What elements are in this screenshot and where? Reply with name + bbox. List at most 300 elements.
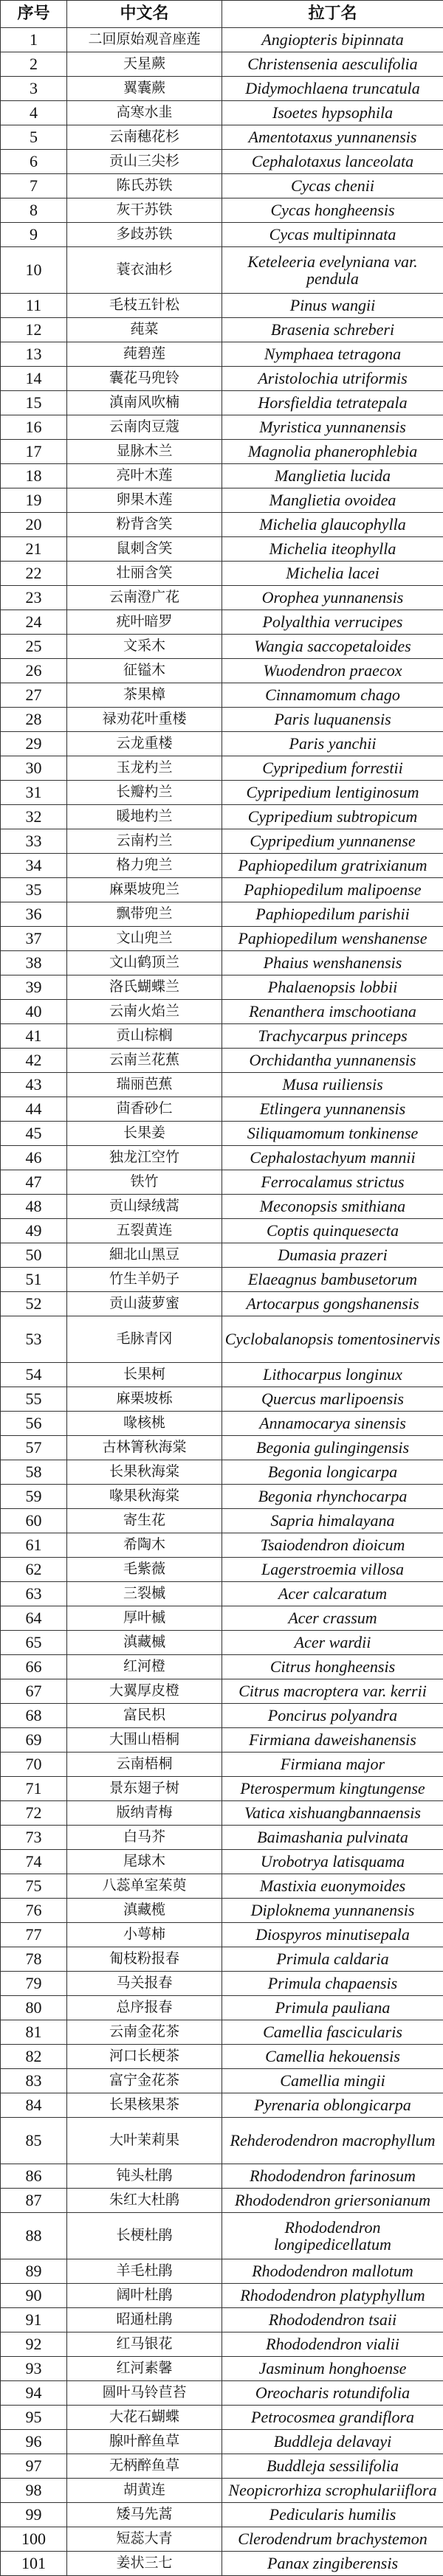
table-row: [1, 1097, 443, 1122]
latin-name: Pyrenaria oblongicarpa: [222, 2093, 443, 2118]
latin-name: Rhododendron tsaii: [222, 2308, 443, 2332]
table-row: [1, 683, 443, 708]
row-number: 22: [1, 562, 67, 586]
latin-name: Poncirus polyandra: [222, 1704, 443, 1728]
latin-name: Phalaenopsis lobbii: [222, 976, 443, 1000]
table-row: [1, 1704, 443, 1728]
table-row: [1, 318, 443, 342]
row-number: 47: [1, 1170, 67, 1195]
chinese-name: 壮丽含笑: [67, 562, 222, 586]
table-row: [1, 1024, 443, 1049]
chinese-name: 麻栗坡兜兰: [67, 878, 222, 902]
chinese-name: 富民枳: [67, 1704, 222, 1728]
table-body: [1, 28, 443, 2576]
table-row: [1, 635, 443, 659]
table-row: [1, 562, 443, 586]
chinese-name: 长果姜: [67, 1122, 222, 1146]
row-number: 43: [1, 1073, 67, 1097]
table-row: [1, 2552, 443, 2576]
table-row: [1, 756, 443, 781]
table-row: [1, 513, 443, 537]
chinese-name: 长果秋海棠: [67, 1460, 222, 1485]
latin-name: Nymphaea tetragona: [222, 342, 443, 367]
latin-name: Rhododendron vialii: [222, 2332, 443, 2357]
table-row: [1, 2020, 443, 2045]
chinese-name: 贡山棕榈: [67, 1024, 222, 1049]
row-number: 77: [1, 1923, 67, 1947]
latin-name: Ferrocalamus strictus: [222, 1170, 443, 1195]
latin-name: Petrocosmea grandiflora: [222, 2406, 443, 2430]
table-row: [1, 1170, 443, 1195]
table-row: [1, 1801, 443, 1826]
latin-name: Cypripedium yunnanense: [222, 829, 443, 854]
row-number: 57: [1, 1436, 67, 1460]
chinese-name: 显脉木兰: [67, 440, 222, 464]
latin-name: Artocarpus gongshanensis: [222, 1292, 443, 1316]
row-number: 64: [1, 1606, 67, 1631]
latin-name: Camellia hekouensis: [222, 2045, 443, 2069]
chinese-name: 毛枝五针松: [67, 294, 222, 318]
row-number: 52: [1, 1292, 67, 1316]
row-number: 37: [1, 927, 67, 951]
latin-name: Orchidantha yunnanensis: [222, 1049, 443, 1073]
header-no: 序号: [1, 1, 67, 28]
latin-name: Paphiopedilum malipoense: [222, 878, 443, 902]
chinese-name: 景东翅子树: [67, 1777, 222, 1801]
table-row: [1, 2189, 443, 2213]
chinese-name: 高寒水韭: [67, 101, 222, 125]
table-row: [1, 1874, 443, 1899]
chinese-name: 竹生羊奶子: [67, 1268, 222, 1292]
row-number: 5: [1, 125, 67, 150]
latin-name: Begonia rhynchocarpa: [222, 1485, 443, 1509]
latin-name: Diospyros minutisepala: [222, 1923, 443, 1947]
chinese-name: 红河橙: [67, 1655, 222, 1679]
latin-name: Firmiana daweishanensis: [222, 1728, 443, 1753]
chinese-name: 河口长梗茶: [67, 2045, 222, 2069]
latin-name: Cephalostachyum mannii: [222, 1146, 443, 1170]
chinese-name: 长果柯: [67, 1363, 222, 1387]
chinese-name: 独龙江空竹: [67, 1146, 222, 1170]
table-row: [1, 1049, 443, 1073]
row-number: 94: [1, 2381, 67, 2406]
row-number: 85: [1, 2118, 67, 2164]
table-row: [1, 2118, 443, 2164]
table-row: [1, 2213, 443, 2259]
table-row: [1, 878, 443, 902]
table-row: [1, 1363, 443, 1387]
chinese-name: 翼囊蕨: [67, 77, 222, 101]
row-number: 69: [1, 1728, 67, 1753]
row-number: 89: [1, 2259, 67, 2284]
table-row: [1, 1195, 443, 1219]
latin-name: Angiopteris bipinnata: [222, 28, 443, 52]
latin-name: Panax zingiberensis: [222, 2552, 443, 2576]
latin-name: Cinnamomum chago: [222, 683, 443, 708]
row-number: 91: [1, 2308, 67, 2332]
row-number: 46: [1, 1146, 67, 1170]
latin-name: Cypripedium forrestii: [222, 756, 443, 781]
latin-name: Primula pauliana: [222, 1996, 443, 2020]
latin-name: Acer wardii: [222, 1631, 443, 1655]
row-number: 8: [1, 198, 67, 223]
latin-name: Paris yanchii: [222, 732, 443, 756]
chinese-name: 厚叶槭: [67, 1606, 222, 1631]
latin-name: Buddleja delavayi: [222, 2430, 443, 2454]
table-row: [1, 2357, 443, 2381]
table-row: [1, 805, 443, 829]
chinese-name: 总序报春: [67, 1996, 222, 2020]
chinese-name: 征镒木: [67, 659, 222, 683]
latin-name: Polyalthia verrucipes: [222, 610, 443, 635]
latin-name: Acer calcaratum: [222, 1582, 443, 1606]
latin-name: Diploknema yunnanensis: [222, 1899, 443, 1923]
row-number: 51: [1, 1268, 67, 1292]
table-row: [1, 125, 443, 150]
latin-name: Buddleja sessilifolia: [222, 2454, 443, 2479]
chinese-name: 无柄醉鱼草: [67, 2454, 222, 2479]
row-number: 18: [1, 464, 67, 488]
table-row: [1, 829, 443, 854]
row-number: 88: [1, 2213, 67, 2259]
table-row: [1, 1582, 443, 1606]
row-number: 7: [1, 174, 67, 198]
row-number: 71: [1, 1777, 67, 1801]
chinese-name: 姜状三七: [67, 2552, 222, 2576]
latin-name: Tsaiodendron dioicum: [222, 1533, 443, 1558]
row-number: 23: [1, 586, 67, 610]
chinese-name: 马关报春: [67, 1972, 222, 1996]
row-number: 49: [1, 1219, 67, 1243]
chinese-name: 希陶木: [67, 1533, 222, 1558]
table-row: [1, 1923, 443, 1947]
latin-name: Manglietia ovoidea: [222, 488, 443, 513]
table-row: [1, 659, 443, 683]
chinese-name: 鼠刺含笑: [67, 537, 222, 562]
row-number: 60: [1, 1509, 67, 1533]
chinese-name: 腺叶醉鱼草: [67, 2430, 222, 2454]
chinese-name: 小萼柿: [67, 1923, 222, 1947]
table-row: [1, 174, 443, 198]
latin-name: Neopicrorhiza scrophulariiflora: [222, 2479, 443, 2503]
row-number: 68: [1, 1704, 67, 1728]
chinese-name: 飘带兜兰: [67, 902, 222, 927]
row-number: 87: [1, 2189, 67, 2213]
table-row: [1, 1606, 443, 1631]
table-row: [1, 1387, 443, 1412]
row-number: 42: [1, 1049, 67, 1073]
latin-name: Amentotaxus yunnanensis: [222, 125, 443, 150]
header-chinese-name: 中文名: [67, 1, 222, 28]
chinese-name: 三裂槭: [67, 1582, 222, 1606]
chinese-name: 麻栗坡栎: [67, 1387, 222, 1412]
row-number: 73: [1, 1826, 67, 1850]
table-row: [1, 1728, 443, 1753]
latin-name: Renanthera imschootiana: [222, 1000, 443, 1024]
chinese-name: 二回原始观音座莲: [67, 28, 222, 52]
table-row: [1, 391, 443, 415]
latin-name: Rhododendron griersonianum: [222, 2189, 443, 2213]
row-number: 17: [1, 440, 67, 464]
chinese-name: 禄劝花叶重楼: [67, 708, 222, 732]
chinese-name: 莼碧莲: [67, 342, 222, 367]
chinese-name: 富宁金花茶: [67, 2069, 222, 2093]
row-number: 53: [1, 1316, 67, 1363]
latin-name: Citrus hongheensis: [222, 1655, 443, 1679]
latin-name: Pedicularis humilis: [222, 2503, 443, 2527]
table-row: [1, 2259, 443, 2284]
table-row: [1, 976, 443, 1000]
row-number: 1: [1, 28, 67, 52]
table-row: [1, 1777, 443, 1801]
latin-name: Begonia longicarpa: [222, 1460, 443, 1485]
latin-name: Paris luquanensis: [222, 708, 443, 732]
header-row: [1, 1, 443, 28]
table-row: [1, 247, 443, 294]
chinese-name: 囊花马兜铃: [67, 367, 222, 391]
row-number: 34: [1, 854, 67, 878]
latin-name: Wuodendron praecox: [222, 659, 443, 683]
table-row: [1, 1316, 443, 1363]
table-row: [1, 1996, 443, 2020]
chinese-name: 云南穗花杉: [67, 125, 222, 150]
chinese-name: 玉龙杓兰: [67, 756, 222, 781]
row-number: 10: [1, 247, 67, 294]
latin-name: Christensenia aesculifolia: [222, 52, 443, 77]
latin-name: Trachycarpus princeps: [222, 1024, 443, 1049]
latin-name: Keteleeria evelyniana var. pendula: [222, 247, 443, 294]
table-row: [1, 2381, 443, 2406]
chinese-name: 红河素馨: [67, 2357, 222, 2381]
row-number: 65: [1, 1631, 67, 1655]
chinese-name: 大围山梧桐: [67, 1728, 222, 1753]
row-number: 9: [1, 223, 67, 247]
latin-name: Citrus macroptera var. kerrii: [222, 1679, 443, 1704]
latin-name: Oreocharis rotundifolia: [222, 2381, 443, 2406]
table-row: [1, 28, 443, 52]
chinese-name: 朱红大杜鹃: [67, 2189, 222, 2213]
table-row: [1, 440, 443, 464]
table-row: [1, 2164, 443, 2189]
latin-name: Cypripedium lentiginosum: [222, 781, 443, 805]
latin-name: Michelia lacei: [222, 562, 443, 586]
latin-name: Michelia glaucophylla: [222, 513, 443, 537]
table-row: [1, 1850, 443, 1874]
latin-name: Acer crassum: [222, 1606, 443, 1631]
table-row: [1, 2406, 443, 2430]
row-number: 35: [1, 878, 67, 902]
table-row: [1, 708, 443, 732]
chinese-name: 格力兜兰: [67, 854, 222, 878]
table-row: [1, 537, 443, 562]
chinese-name: 云南梧桐: [67, 1753, 222, 1777]
chinese-name: 陈氏苏铁: [67, 174, 222, 198]
row-number: 33: [1, 829, 67, 854]
latin-name: Rhododendron farinosum: [222, 2164, 443, 2189]
row-number: 63: [1, 1582, 67, 1606]
row-number: 58: [1, 1460, 67, 1485]
chinese-name: 矮马先蒿: [67, 2503, 222, 2527]
chinese-name: 多歧苏铁: [67, 223, 222, 247]
row-number: 101: [1, 2552, 67, 2576]
table-row: [1, 464, 443, 488]
table-row: [1, 488, 443, 513]
table-row: [1, 198, 443, 223]
chinese-name: 滇藏榄: [67, 1899, 222, 1923]
table-row: [1, 1533, 443, 1558]
latin-name: Pinus wangii: [222, 294, 443, 318]
latin-name: Siliquamomum tonkinense: [222, 1122, 443, 1146]
latin-name: Horsfieldia tetratepala: [222, 391, 443, 415]
row-number: 15: [1, 391, 67, 415]
table-row: [1, 1000, 443, 1024]
row-number: 4: [1, 101, 67, 125]
latin-name: Cycas chenii: [222, 174, 443, 198]
row-number: 86: [1, 2164, 67, 2189]
chinese-name: 粉背含笑: [67, 513, 222, 537]
table-row: [1, 2479, 443, 2503]
chinese-name: 瑞丽芭蕉: [67, 1073, 222, 1097]
latin-name: Cycas multipinnata: [222, 223, 443, 247]
chinese-name: 云南兰花蕉: [67, 1049, 222, 1073]
chinese-name: 铁竹: [67, 1170, 222, 1195]
chinese-name: 八蕊单室茱萸: [67, 1874, 222, 1899]
row-number: 83: [1, 2069, 67, 2093]
table-row: [1, 1122, 443, 1146]
chinese-name: 喙果秋海棠: [67, 1485, 222, 1509]
chinese-name: 天星蕨: [67, 52, 222, 77]
row-number: 27: [1, 683, 67, 708]
row-number: 6: [1, 150, 67, 174]
chinese-name: 文采木: [67, 635, 222, 659]
chinese-name: 版纳青梅: [67, 1801, 222, 1826]
table-row: [1, 342, 443, 367]
table-row: [1, 2527, 443, 2552]
latin-name: Coptis quinquesecta: [222, 1219, 443, 1243]
chinese-name: 匍枝粉报春: [67, 1947, 222, 1972]
row-number: 36: [1, 902, 67, 927]
header-latin-name: 拉丁名: [222, 1, 443, 28]
table-row: [1, 1679, 443, 1704]
table-row: [1, 52, 443, 77]
latin-name: Cycas hongheensis: [222, 198, 443, 223]
latin-name: Rhododendron mallotum: [222, 2259, 443, 2284]
chinese-name: 文山兜兰: [67, 927, 222, 951]
latin-name: Rehderodendron macrophyllum: [222, 2118, 443, 2164]
latin-name: Urobotrya latisquama: [222, 1850, 443, 1874]
table-row: [1, 1972, 443, 1996]
row-number: 28: [1, 708, 67, 732]
chinese-name: 阔叶杜鹃: [67, 2284, 222, 2308]
latin-name: Cyclobalanopsis tomentosinervis: [222, 1316, 443, 1363]
chinese-name: 红马银花: [67, 2332, 222, 2357]
table-row: [1, 1219, 443, 1243]
table-row: [1, 2503, 443, 2527]
row-number: 80: [1, 1996, 67, 2020]
table-row: [1, 1436, 443, 1460]
row-number: 97: [1, 2454, 67, 2479]
latin-name: Jasminum honghoense: [222, 2357, 443, 2381]
chinese-name: 贡山菠萝蜜: [67, 1292, 222, 1316]
row-number: 90: [1, 2284, 67, 2308]
chinese-name: 贡山三尖杉: [67, 150, 222, 174]
row-number: 67: [1, 1679, 67, 1704]
table-row: [1, 2284, 443, 2308]
table-row: [1, 1899, 443, 1923]
latin-name: Rhododendron longipedicellatum: [222, 2213, 443, 2259]
row-number: 44: [1, 1097, 67, 1122]
latin-name: Orophea yunnanensis: [222, 586, 443, 610]
chinese-name: 疣叶暗罗: [67, 610, 222, 635]
latin-name: Pterospermum kingtungense: [222, 1777, 443, 1801]
row-number: 2: [1, 52, 67, 77]
chinese-name: 毛紫薇: [67, 1558, 222, 1582]
table-row: [1, 1947, 443, 1972]
row-number: 32: [1, 805, 67, 829]
row-number: 41: [1, 1024, 67, 1049]
chinese-name: 羊毛杜鹃: [67, 2259, 222, 2284]
table-row: [1, 1412, 443, 1436]
latin-name: Elaeagnus bambusetorum: [222, 1268, 443, 1292]
chinese-name: 云南金花茶: [67, 2020, 222, 2045]
table-row: [1, 586, 443, 610]
table-row: [1, 367, 443, 391]
chinese-name: 毛脉青冈: [67, 1316, 222, 1363]
table-row: [1, 1558, 443, 1582]
latin-name: Begonia gulingingensis: [222, 1436, 443, 1460]
table-row: [1, 415, 443, 440]
latin-name: Paphiopedilum gratrixianum: [222, 854, 443, 878]
row-number: 81: [1, 2020, 67, 2045]
row-number: 79: [1, 1972, 67, 1996]
chinese-name: 莼菜: [67, 318, 222, 342]
chinese-name: 白马芥: [67, 1826, 222, 1850]
chinese-name: 喙核桃: [67, 1412, 222, 1436]
latin-name: Michelia iteophylla: [222, 537, 443, 562]
row-number: 75: [1, 1874, 67, 1899]
row-number: 72: [1, 1801, 67, 1826]
table-row: [1, 732, 443, 756]
row-number: 61: [1, 1533, 67, 1558]
row-number: 93: [1, 2357, 67, 2381]
latin-name: Didymochlaena truncatula: [222, 77, 443, 101]
table-row: [1, 2045, 443, 2069]
latin-name: Primula caldaria: [222, 1947, 443, 1972]
row-number: 54: [1, 1363, 67, 1387]
table-row: [1, 101, 443, 125]
row-number: 74: [1, 1850, 67, 1874]
table-row: [1, 2069, 443, 2093]
chinese-name: 长果核果茶: [67, 2093, 222, 2118]
chinese-name: 亮叶木莲: [67, 464, 222, 488]
row-number: 70: [1, 1753, 67, 1777]
chinese-name: 云龙重楼: [67, 732, 222, 756]
table-row: [1, 951, 443, 976]
latin-name: Phaius wenshanensis: [222, 951, 443, 976]
latin-name: Dumasia prazeri: [222, 1243, 443, 1268]
latin-name: Meconopsis smithiana: [222, 1195, 443, 1219]
table-row: [1, 1631, 443, 1655]
latin-name: Isoetes hypsophila: [222, 101, 443, 125]
table-row: [1, 781, 443, 805]
latin-name: Primula chapaensis: [222, 1972, 443, 1996]
latin-name: Manglietia lucida: [222, 464, 443, 488]
chinese-name: 茴香砂仁: [67, 1097, 222, 1122]
chinese-name: 寄生花: [67, 1509, 222, 1533]
latin-name: Mastixia euonymoides: [222, 1874, 443, 1899]
table-row: [1, 150, 443, 174]
table-row: [1, 1509, 443, 1533]
